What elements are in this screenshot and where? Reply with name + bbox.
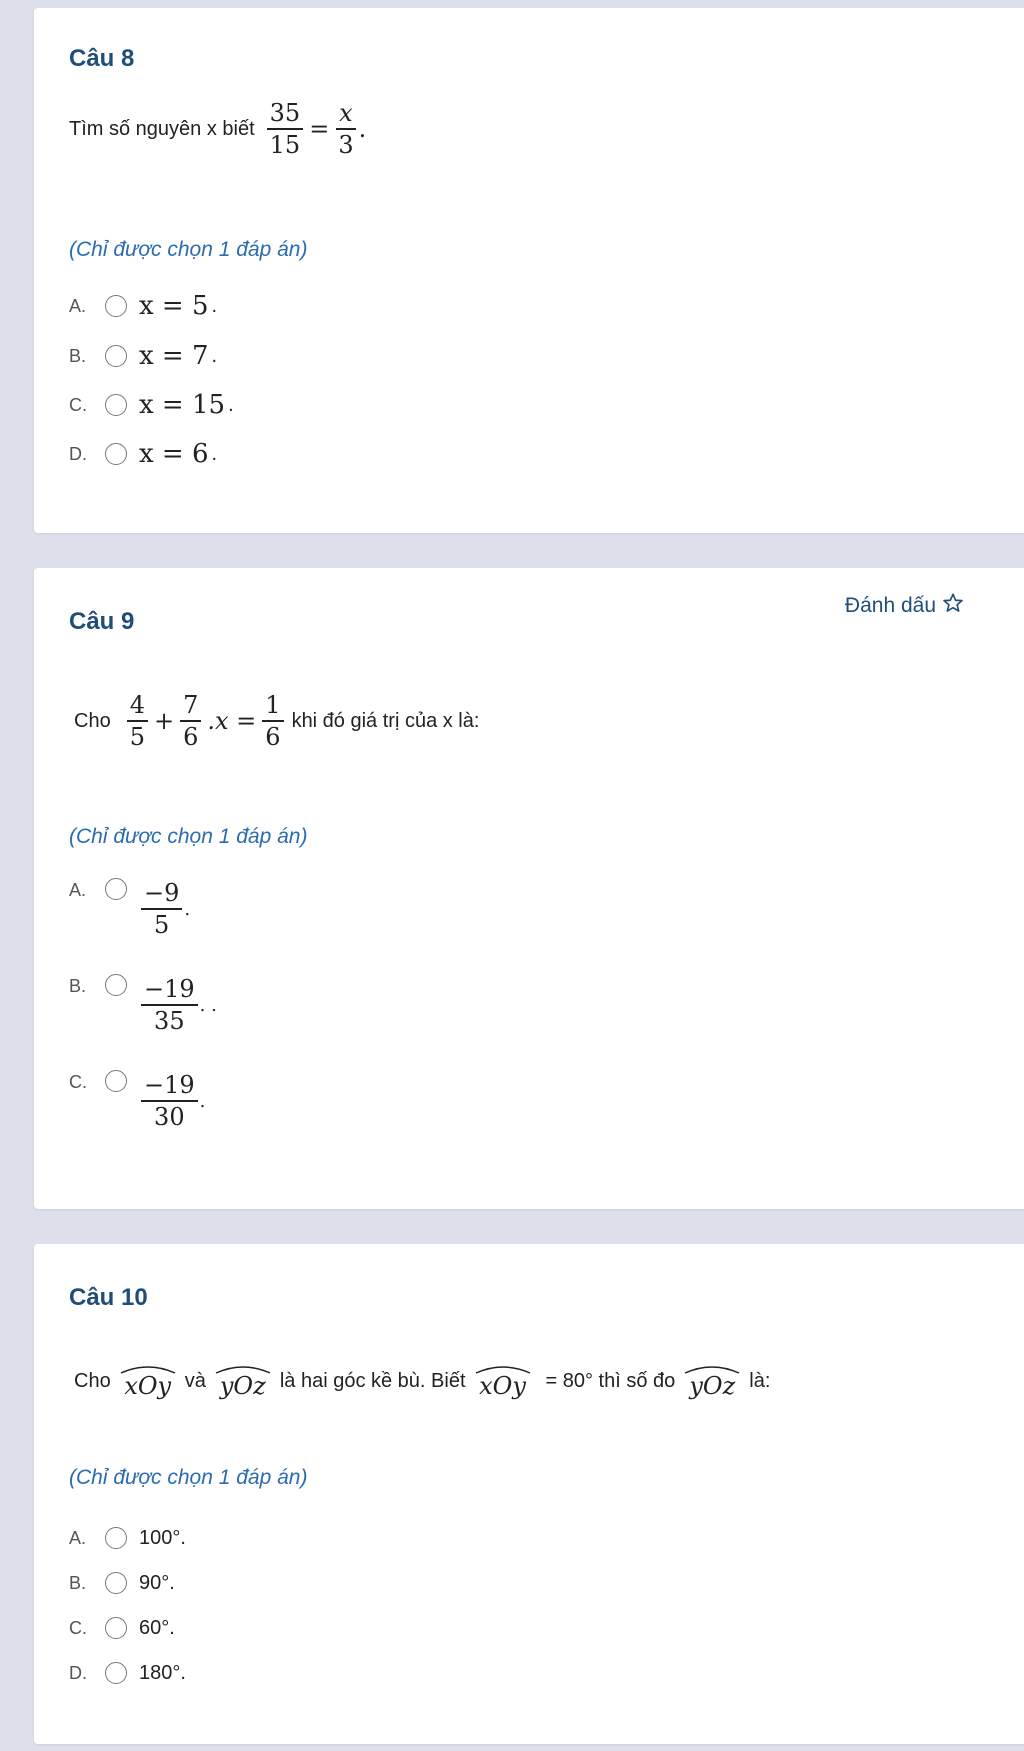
- angle-name: xOy: [124, 1372, 172, 1400]
- option-c[interactable]: [69, 1070, 205, 1140]
- option-period: .: [211, 294, 218, 317]
- option-letter: C.: [69, 1617, 87, 1638]
- option-letter: D.: [69, 1662, 87, 1683]
- question-prompt: [69, 100, 366, 159]
- option-value: x = 6: [139, 439, 209, 469]
- equals-sign: =: [309, 115, 330, 144]
- prompt-text: là hai góc kề bù. Biết: [279, 1369, 466, 1392]
- radio-button[interactable]: [105, 1572, 127, 1594]
- mark-label: Đánh dấu: [844, 594, 936, 617]
- option-period: .: [211, 344, 218, 367]
- instruction-text: (Chỉ được chọn 1 đáp án): [69, 825, 308, 848]
- option-period: .: [199, 1090, 206, 1112]
- question-card-10: [34, 1244, 1024, 1744]
- angle-name: yOz: [219, 1372, 266, 1400]
- numerator: 35: [267, 100, 304, 130]
- prompt-text: Tìm số nguyên x biết: [69, 117, 255, 140]
- question-card-8: [34, 8, 1024, 533]
- option-period: . .: [199, 994, 217, 1016]
- option-letter: B.: [69, 976, 87, 996]
- radio-button[interactable]: [105, 878, 127, 900]
- option-b[interactable]: [69, 974, 217, 1044]
- fraction: [141, 1072, 198, 1131]
- question-title: Câu 9: [69, 608, 135, 635]
- option-a[interactable]: [69, 286, 217, 326]
- prompt-equation: [265, 100, 367, 159]
- numerator: 7: [180, 692, 201, 722]
- denominator: 3: [338, 131, 354, 160]
- option-value: [139, 1072, 205, 1131]
- radio-button[interactable]: [105, 295, 127, 317]
- times-x-equals: .x =: [207, 707, 257, 736]
- numerator: 4: [127, 692, 148, 722]
- prompt-text: và: [184, 1369, 206, 1392]
- fraction: [262, 692, 283, 751]
- option-a[interactable]: [69, 1518, 186, 1558]
- option-d[interactable]: [69, 434, 217, 474]
- denominator: 5: [154, 911, 170, 940]
- numerator: 1: [262, 692, 283, 722]
- option-c[interactable]: [69, 1608, 175, 1648]
- option-value: [139, 976, 217, 1035]
- radio-button[interactable]: [105, 394, 127, 416]
- radio-button[interactable]: [105, 1070, 127, 1092]
- option-letter: A.: [69, 1527, 87, 1548]
- option-value: 90°.: [139, 1571, 175, 1594]
- option-value: x = 15: [139, 390, 226, 420]
- option-letter: A.: [69, 295, 87, 316]
- option-value: 100°.: [139, 1526, 186, 1549]
- numerator: x: [336, 100, 356, 130]
- option-letter: B.: [69, 1572, 87, 1593]
- fraction: [141, 976, 198, 1035]
- denominator: 30: [154, 1103, 185, 1132]
- option-b[interactable]: [69, 1563, 175, 1603]
- mark-question-button[interactable]: [845, 592, 964, 620]
- numerator: −19: [141, 976, 198, 1006]
- radio-button[interactable]: [105, 1662, 127, 1684]
- plus-sign: +: [153, 707, 175, 736]
- option-d[interactable]: [69, 1653, 186, 1693]
- option-value: [139, 880, 190, 939]
- fraction: [335, 100, 356, 159]
- question-title: Câu 10: [69, 1284, 148, 1311]
- denominator: 5: [129, 723, 145, 752]
- angle-symbol: [214, 1364, 272, 1398]
- fraction: [180, 692, 201, 751]
- fraction: [127, 692, 148, 751]
- period: .: [358, 115, 367, 144]
- radio-button[interactable]: [105, 443, 127, 465]
- instruction-text: (Chỉ được chọn 1 đáp án): [69, 238, 308, 261]
- question-prompt: [74, 692, 479, 751]
- fraction: [141, 880, 182, 939]
- prompt-suffix: khi đó giá trị của x là:: [291, 709, 480, 732]
- prompt-equation: [125, 692, 286, 751]
- option-period: .: [184, 898, 191, 920]
- option-period: .: [228, 393, 234, 416]
- angle-name: yOz: [689, 1372, 736, 1400]
- denominator: 15: [269, 131, 301, 160]
- prompt-text: = 80° thì số đo: [545, 1369, 676, 1392]
- option-value: x = 7: [139, 341, 209, 371]
- radio-button[interactable]: [105, 345, 127, 367]
- radio-button[interactable]: [105, 1527, 127, 1549]
- angle-symbol: [474, 1364, 532, 1398]
- denominator: 6: [265, 723, 281, 752]
- option-letter: C.: [69, 1072, 87, 1092]
- option-period: .: [211, 442, 218, 465]
- option-letter: D.: [69, 443, 87, 464]
- star-outline-icon: [942, 592, 964, 620]
- denominator: 6: [183, 723, 199, 752]
- option-c[interactable]: [69, 385, 234, 425]
- option-value: 180°.: [139, 1661, 186, 1684]
- question-card-9: [34, 568, 1024, 1209]
- option-value: x = 5: [139, 291, 209, 321]
- option-b[interactable]: [69, 336, 217, 376]
- angle-symbol: [683, 1364, 741, 1398]
- numerator: −9: [141, 880, 182, 910]
- option-letter: A.: [69, 880, 87, 900]
- radio-button[interactable]: [105, 1617, 127, 1639]
- prompt-prefix: Cho: [74, 709, 111, 732]
- numerator: −19: [141, 1072, 198, 1102]
- prompt-text: Cho: [74, 1369, 111, 1392]
- question-prompt: [74, 1364, 770, 1398]
- prompt-text: là:: [749, 1369, 771, 1392]
- angle-name: xOy: [479, 1372, 526, 1400]
- question-title: Câu 8: [69, 45, 135, 72]
- option-letter: C.: [69, 394, 87, 415]
- option-value: 60°.: [139, 1616, 175, 1639]
- fraction: [267, 100, 304, 159]
- denominator: 35: [154, 1007, 185, 1036]
- option-a[interactable]: [69, 878, 190, 948]
- angle-symbol: [119, 1364, 177, 1398]
- radio-button[interactable]: [105, 974, 127, 996]
- instruction-text: (Chỉ được chọn 1 đáp án): [69, 1466, 308, 1489]
- option-letter: B.: [69, 345, 87, 366]
